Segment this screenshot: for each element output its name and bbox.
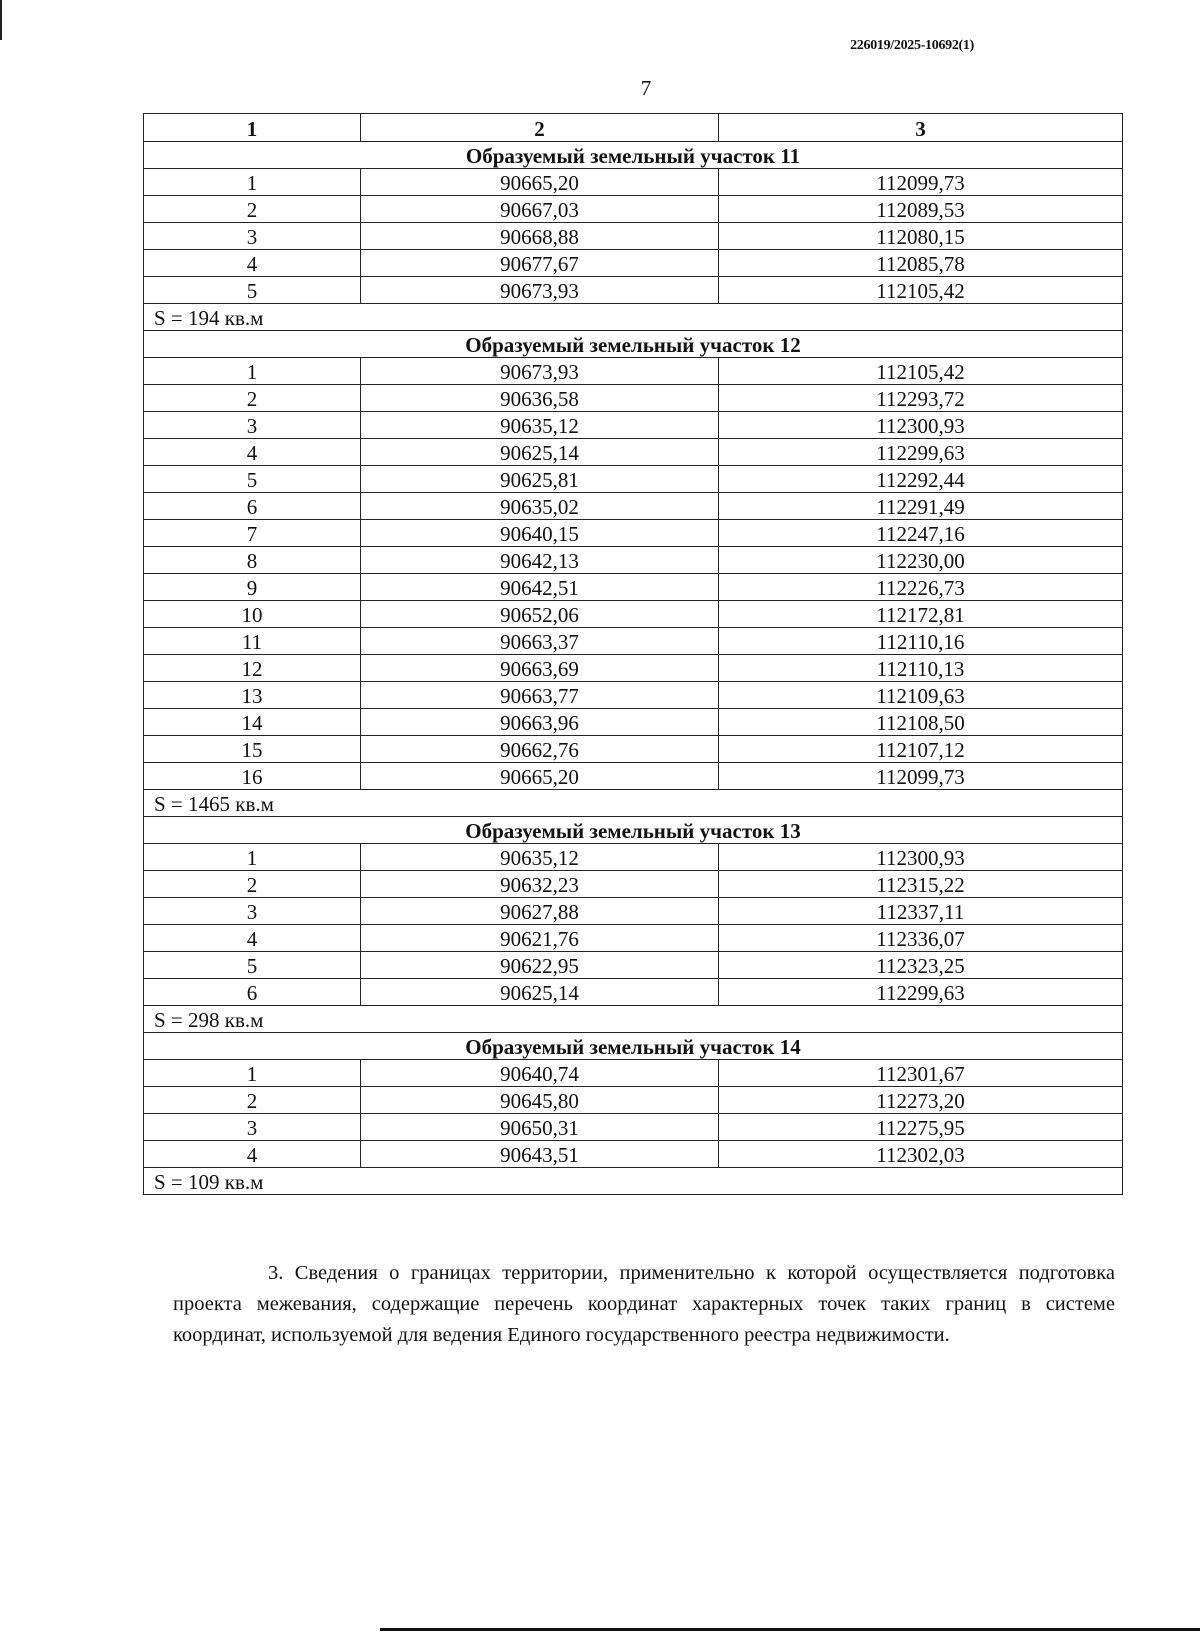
coordinate-y: 112299,63: [719, 979, 1123, 1006]
table-row: [144, 1141, 1123, 1168]
column-header: 2: [361, 114, 719, 142]
coordinate-x: 90640,74: [361, 1060, 719, 1087]
point-number: 15: [144, 736, 361, 763]
point-number: 16: [144, 763, 361, 790]
coordinate-x: 90635,12: [361, 844, 719, 871]
point-number: 11: [144, 628, 361, 655]
coordinate-x: 90667,03: [361, 196, 719, 223]
point-number: 4: [144, 439, 361, 466]
table-row: [144, 439, 1123, 466]
coordinate-y: 112293,72: [719, 385, 1123, 412]
coordinate-y: 112110,13: [719, 655, 1123, 682]
section-title: Образуемый земельный участок 11: [144, 142, 1123, 169]
coordinate-y: 112089,53: [719, 196, 1123, 223]
point-number: 3: [144, 1114, 361, 1141]
coordinate-x: 90632,23: [361, 871, 719, 898]
coordinate-y: 112099,73: [719, 169, 1123, 196]
column-header: 1: [144, 114, 361, 142]
coordinate-x: 90665,20: [361, 763, 719, 790]
table-row: [144, 655, 1123, 682]
table-row: [144, 682, 1123, 709]
point-number: 5: [144, 277, 361, 304]
table-row: [144, 844, 1123, 871]
area-row: [144, 1006, 1123, 1033]
coordinate-y: 112323,25: [719, 952, 1123, 979]
coordinate-x: 90635,02: [361, 493, 719, 520]
table-row: [144, 196, 1123, 223]
point-number: 2: [144, 196, 361, 223]
table-row: [144, 412, 1123, 439]
point-number: 12: [144, 655, 361, 682]
table-row: [144, 709, 1123, 736]
area-value: S = 1465 кв.м: [144, 790, 1123, 817]
section-title-row: [144, 142, 1123, 169]
coordinate-y: 112105,42: [719, 277, 1123, 304]
coordinate-y: 112300,93: [719, 412, 1123, 439]
coordinate-y: 112099,73: [719, 763, 1123, 790]
table-row: [144, 169, 1123, 196]
table-row: [144, 574, 1123, 601]
table-row: [144, 385, 1123, 412]
coordinate-y: 112337,11: [719, 898, 1123, 925]
coordinate-y: 112315,22: [719, 871, 1123, 898]
coordinate-x: 90621,76: [361, 925, 719, 952]
coordinate-y: 112336,07: [719, 925, 1123, 952]
point-number: 5: [144, 952, 361, 979]
column-header: 3: [719, 114, 1123, 142]
coordinate-y: 112110,16: [719, 628, 1123, 655]
table-row: [144, 493, 1123, 520]
table-row: [144, 925, 1123, 952]
bottom-rule: [380, 1628, 1200, 1631]
point-number: 6: [144, 979, 361, 1006]
point-number: 8: [144, 547, 361, 574]
scan-edge-mark: [0, 0, 2, 40]
point-number: 2: [144, 1087, 361, 1114]
table-row: [144, 871, 1123, 898]
coordinate-x: 90673,93: [361, 358, 719, 385]
coordinate-x: 90640,15: [361, 520, 719, 547]
table-row: [144, 736, 1123, 763]
coordinate-y: 112302,03: [719, 1141, 1123, 1168]
area-row: [144, 1168, 1123, 1195]
coordinate-x: 90668,88: [361, 223, 719, 250]
point-number: 5: [144, 466, 361, 493]
page-number: 7: [640, 76, 652, 100]
coordinate-x: 90663,69: [361, 655, 719, 682]
point-number: 1: [144, 1060, 361, 1087]
table-header-row: [144, 114, 1123, 142]
point-number: 7: [144, 520, 361, 547]
area-value: S = 109 кв.м: [144, 1168, 1123, 1195]
coordinate-y: 112292,44: [719, 466, 1123, 493]
coordinate-y: 112085,78: [719, 250, 1123, 277]
table-row: [144, 223, 1123, 250]
point-number: 2: [144, 385, 361, 412]
coordinate-y: 112226,73: [719, 574, 1123, 601]
section-title-row: [144, 817, 1123, 844]
coordinate-x: 90677,67: [361, 250, 719, 277]
section-title-row: [144, 331, 1123, 358]
point-number: 1: [144, 358, 361, 385]
coordinate-y: 112172,81: [719, 601, 1123, 628]
coordinate-x: 90643,51: [361, 1141, 719, 1168]
coordinate-x: 90665,20: [361, 169, 719, 196]
section-title: Образуемый земельный участок 14: [144, 1033, 1123, 1060]
point-number: 13: [144, 682, 361, 709]
table-row: [144, 763, 1123, 790]
coordinate-y: 112107,12: [719, 736, 1123, 763]
table-row: [144, 358, 1123, 385]
coordinate-y: 112291,49: [719, 493, 1123, 520]
area-value: S = 194 кв.м: [144, 304, 1123, 331]
table-row: [144, 979, 1123, 1006]
point-number: 2: [144, 871, 361, 898]
point-number: 14: [144, 709, 361, 736]
point-number: 3: [144, 412, 361, 439]
coordinate-y: 112080,15: [719, 223, 1123, 250]
point-number: 10: [144, 601, 361, 628]
table-row: [144, 628, 1123, 655]
coordinate-x: 90650,31: [361, 1114, 719, 1141]
coordinate-x: 90625,14: [361, 439, 719, 466]
table-row: [144, 601, 1123, 628]
coordinate-x: 90663,96: [361, 709, 719, 736]
coordinate-x: 90645,80: [361, 1087, 719, 1114]
coordinate-y: 112273,20: [719, 1087, 1123, 1114]
coordinate-y: 112275,95: [719, 1114, 1123, 1141]
coordinate-x: 90636,58: [361, 385, 719, 412]
point-number: 9: [144, 574, 361, 601]
point-number: 6: [144, 493, 361, 520]
section-title: Образуемый земельный участок 12: [144, 331, 1123, 358]
coordinate-x: 90642,51: [361, 574, 719, 601]
table-row: [144, 520, 1123, 547]
point-number: 1: [144, 169, 361, 196]
section-title: Образуемый земельный участок 13: [144, 817, 1123, 844]
coordinate-x: 90622,95: [361, 952, 719, 979]
point-number: 4: [144, 925, 361, 952]
table-row: [144, 466, 1123, 493]
table-row: [144, 898, 1123, 925]
table-row: [144, 250, 1123, 277]
table-row: [144, 1087, 1123, 1114]
table-row: [144, 1114, 1123, 1141]
coordinate-x: 90625,81: [361, 466, 719, 493]
coordinate-x: 90625,14: [361, 979, 719, 1006]
coordinate-y: 112300,93: [719, 844, 1123, 871]
area-value: S = 298 кв.м: [144, 1006, 1123, 1033]
table-row: [144, 1060, 1123, 1087]
coordinate-x: 90673,93: [361, 277, 719, 304]
coordinate-x: 90663,37: [361, 628, 719, 655]
coordinate-y: 112247,16: [719, 520, 1123, 547]
point-number: 1: [144, 844, 361, 871]
coordinate-y: 112109,63: [719, 682, 1123, 709]
coordinate-x: 90662,76: [361, 736, 719, 763]
area-row: [144, 790, 1123, 817]
document-number: 226019/2025-10692(1): [850, 38, 974, 53]
point-number: 4: [144, 1141, 361, 1168]
coordinate-y: 112105,42: [719, 358, 1123, 385]
coordinates-table: [143, 113, 1123, 1195]
area-row: [144, 304, 1123, 331]
section-paragraph: 3. Сведения о границах территории, применительно к которой осуществляется подготовка проекта межевания, содержащие перечень координат характерных точек таких границ в системе координат, используемой для ведения Единого государственного реестра недвижимости.: [173, 1262, 1115, 1346]
point-number: 3: [144, 223, 361, 250]
coordinate-y: 112230,00: [719, 547, 1123, 574]
coordinate-x: 90635,12: [361, 412, 719, 439]
coordinate-y: 112108,50: [719, 709, 1123, 736]
table-row: [144, 547, 1123, 574]
coordinate-x: 90663,77: [361, 682, 719, 709]
coordinate-y: 112299,63: [719, 439, 1123, 466]
table-row: [144, 952, 1123, 979]
coordinate-y: 112301,67: [719, 1060, 1123, 1087]
table-row: [144, 277, 1123, 304]
point-number: 4: [144, 250, 361, 277]
point-number: 3: [144, 898, 361, 925]
section-title-row: [144, 1033, 1123, 1060]
coordinate-x: 90627,88: [361, 898, 719, 925]
coordinate-x: 90642,13: [361, 547, 719, 574]
coordinate-x: 90652,06: [361, 601, 719, 628]
